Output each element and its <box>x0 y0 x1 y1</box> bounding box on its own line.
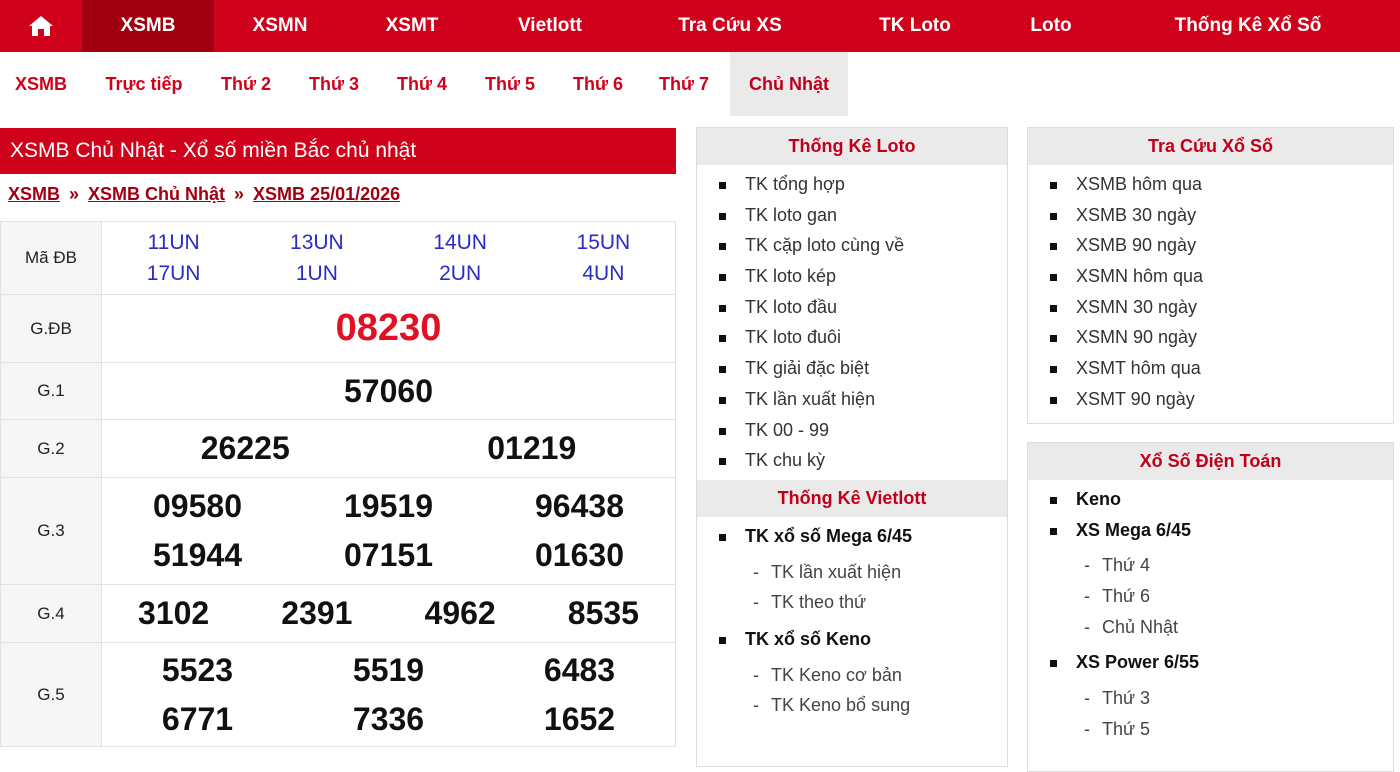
prize-number-special: 08230 <box>335 307 442 349</box>
subnav-chu-nhat[interactable]: Chủ Nhật <box>730 52 848 116</box>
computer-lottery-list <box>1028 480 1393 745</box>
row-ma-db <box>1 222 676 295</box>
power-day-link[interactable]: - Thứ 5 <box>1028 714 1393 745</box>
home-button[interactable] <box>0 0 82 52</box>
lookup-title: Tra Cứu Xổ Số <box>1028 128 1393 165</box>
row-g3 <box>1 478 676 585</box>
subnav-thu-5[interactable]: Thứ 5 <box>484 73 536 94</box>
mega-stats-heading[interactable]: TK xổ số Mega 6/45 <box>697 521 1007 552</box>
page-title: XSMB Chủ Nhật - Xổ số miền Bắc chủ nhật <box>0 128 676 174</box>
loto-stats-link[interactable]: TK loto kép <box>697 261 1007 292</box>
breadcrumb-xsmb-chu-nhat[interactable]: XSMB Chủ Nhật <box>88 184 226 204</box>
breadcrumb-xsmb[interactable]: XSMB <box>8 184 61 204</box>
topnav-xsmn[interactable]: XSMN <box>252 15 308 36</box>
lookup-link[interactable]: XSMN 30 ngày <box>1028 292 1393 323</box>
lookup-link[interactable]: XSMT hôm qua <box>1028 353 1393 384</box>
lookup-link[interactable]: XSMN 90 ngày <box>1028 322 1393 353</box>
home-icon <box>28 15 54 37</box>
breadcrumb-separator: » <box>234 184 245 204</box>
breadcrumb-separator: » <box>69 184 80 204</box>
prize-number: 51944 <box>153 537 242 573</box>
subnav-xsmb[interactable]: XSMB <box>14 73 67 94</box>
loto-stats-panel <box>696 127 1008 767</box>
keno-stats-link[interactable]: - TK Keno bổ sung <box>697 690 1007 721</box>
subnav-thu-4[interactable]: Thứ 4 <box>396 73 448 94</box>
label-ma-db: Mã ĐB <box>1 222 102 295</box>
lookup-link[interactable]: XSMB hôm qua <box>1028 169 1393 200</box>
mega-day-link[interactable]: - Thứ 4 <box>1028 550 1393 581</box>
ma-db-code: 2UN <box>439 262 482 285</box>
prize-number: 6771 <box>161 700 234 737</box>
prize-number: 5519 <box>352 651 425 688</box>
subnav-thu-2[interactable]: Thứ 2 <box>220 73 272 94</box>
lookup-link[interactable]: XSMT 90 ngày <box>1028 384 1393 415</box>
label-gdb: G.ĐB <box>1 295 102 363</box>
mega-stats-link[interactable]: - TK lần xuất hiện <box>697 557 1007 588</box>
loto-stats-link[interactable]: TK chu kỳ <box>697 445 1007 476</box>
topnav-xsmt[interactable]: XSMT <box>385 15 439 36</box>
row-g4 <box>1 585 676 643</box>
lookup-link[interactable]: XSMN hôm qua <box>1028 261 1393 292</box>
topnav-loto[interactable]: Loto <box>1030 15 1072 36</box>
subnav-thu-3[interactable]: Thứ 3 <box>308 73 360 94</box>
keno-link[interactable]: Keno <box>1028 484 1393 515</box>
loto-stats-link[interactable]: TK giải đặc biệt <box>697 353 1007 384</box>
breadcrumb <box>8 184 400 205</box>
vietlott-stats-title: Thống Kê Vietlott <box>697 480 1007 517</box>
prize-number: 19519 <box>344 488 433 524</box>
prize-number: 01219 <box>487 430 577 466</box>
prize-number: 5523 <box>161 651 234 688</box>
prize-number: 6483 <box>543 651 616 688</box>
results-table <box>0 221 676 747</box>
label-g3: G.3 <box>1 478 102 585</box>
computer-lottery-panel <box>1027 442 1394 772</box>
lookup-list <box>1028 165 1393 415</box>
lookup-link[interactable]: XSMB 90 ngày <box>1028 230 1393 261</box>
prize-number: 3102 <box>138 595 210 631</box>
ma-db-code: 1UN <box>295 262 338 285</box>
prize-number: 07151 <box>344 537 433 573</box>
prize-number: 09580 <box>153 488 242 524</box>
prize-number: 1652 <box>543 700 616 737</box>
sub-nav <box>0 52 1400 116</box>
breadcrumb-date[interactable]: XSMB 25/01/2026 <box>253 184 401 204</box>
prize-number: 96438 <box>535 488 624 524</box>
power-day-link[interactable]: - Thứ 3 <box>1028 683 1393 714</box>
ma-db-code: 15UN <box>576 231 631 254</box>
loto-stats-link[interactable]: TK cặp loto cùng về <box>697 230 1007 261</box>
prize-number: 7336 <box>352 700 425 737</box>
label-g4: G.4 <box>1 585 102 643</box>
loto-stats-link[interactable]: TK 00 - 99 <box>697 415 1007 446</box>
loto-stats-link[interactable]: TK lần xuất hiện <box>697 384 1007 415</box>
vietlott-stats-list <box>697 517 1007 721</box>
mega-day-link[interactable]: - Thứ 6 <box>1028 581 1393 612</box>
label-g2: G.2 <box>1 420 102 478</box>
computer-lottery-title: Xổ Số Điện Toán <box>1028 443 1393 480</box>
mega-day-link[interactable]: - Chủ Nhật <box>1028 612 1393 643</box>
power-link[interactable]: XS Power 6/55 <box>1028 647 1393 678</box>
ma-db-code: 4UN <box>582 262 625 285</box>
loto-stats-link[interactable]: TK loto đầu <box>697 292 1007 323</box>
row-g5 <box>1 643 676 747</box>
row-g2 <box>1 420 676 478</box>
row-gdb <box>1 295 676 363</box>
row-g1 <box>1 363 676 420</box>
top-nav <box>0 0 1400 52</box>
prize-number: 57060 <box>344 372 433 409</box>
ma-db-code: 17UN <box>146 262 201 285</box>
ma-db-code: 11UN <box>147 231 200 254</box>
subnav-truc-tiep[interactable]: Trực tiếp <box>105 73 183 94</box>
topnav-thong-ke-xo-so[interactable]: Thống Kê Xổ Số <box>1174 15 1322 36</box>
topnav-xsmb[interactable]: XSMB <box>82 0 214 52</box>
topnav-tra-cuu-xs[interactable]: Tra Cứu XS <box>678 15 782 36</box>
mega-link[interactable]: XS Mega 6/45 <box>1028 515 1393 546</box>
loto-stats-title: Thống Kê Loto <box>697 128 1007 165</box>
subnav-thu-7[interactable]: Thứ 7 <box>658 73 710 94</box>
prize-number: 01630 <box>535 537 624 573</box>
prize-number: 26225 <box>200 430 290 466</box>
loto-stats-link[interactable]: TK loto gan <box>697 200 1007 231</box>
prize-number: 8535 <box>567 595 639 631</box>
ma-db-code: 13UN <box>290 231 344 254</box>
label-g1: G.1 <box>1 363 102 420</box>
keno-stats-link[interactable]: - TK Keno cơ bản <box>697 660 1007 691</box>
lookup-link[interactable]: XSMB 30 ngày <box>1028 200 1393 231</box>
lookup-panel <box>1027 127 1394 424</box>
loto-stats-list <box>697 165 1007 476</box>
subnav-thu-6[interactable]: Thứ 6 <box>572 73 624 94</box>
prize-number: 2391 <box>281 595 353 631</box>
loto-stats-link[interactable]: TK tổng hợp <box>697 169 1007 200</box>
keno-stats-heading[interactable]: TK xổ số Keno <box>697 624 1007 655</box>
topnav-tk-loto[interactable]: TK Loto <box>879 15 951 36</box>
ma-db-code: 14UN <box>433 231 487 254</box>
prize-number: 4962 <box>424 595 496 631</box>
mega-stats-link[interactable]: - TK theo thứ <box>697 587 1007 618</box>
label-g5: G.5 <box>1 643 102 747</box>
topnav-vietlott[interactable]: Vietlott <box>517 15 583 36</box>
loto-stats-link[interactable]: TK loto đuôi <box>697 322 1007 353</box>
